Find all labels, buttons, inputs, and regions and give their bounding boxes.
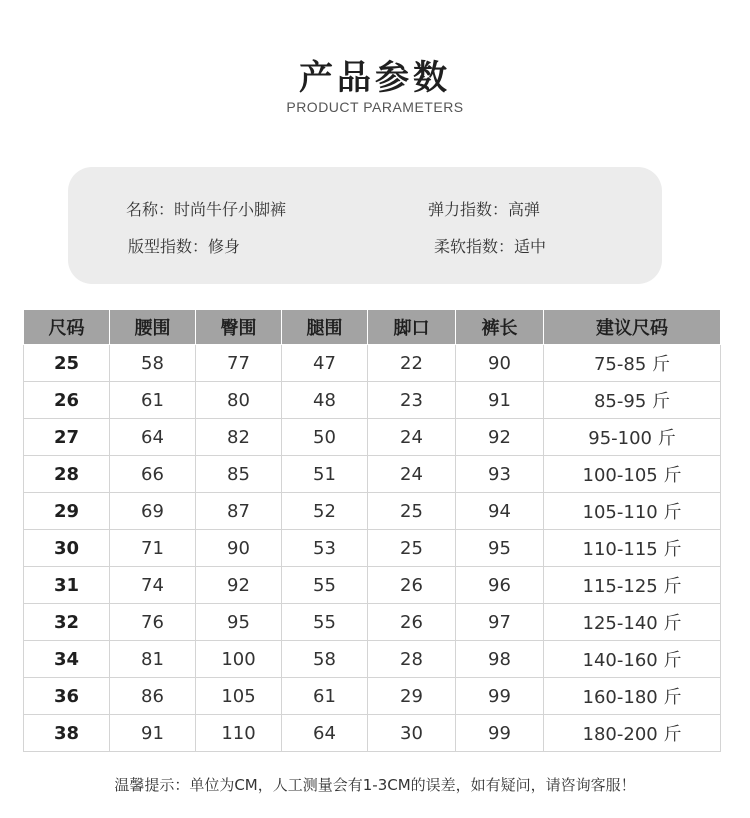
header-hip: 臀围	[196, 310, 282, 345]
cell-waist: 86	[110, 678, 196, 715]
cell-length: 99	[456, 678, 544, 715]
cell-length: 97	[456, 604, 544, 641]
cell-leg-opening: 24	[368, 419, 456, 456]
info-elasticity-label: 弹力指数：	[428, 200, 509, 219]
footer-note: 温馨提示：单位为CM，人工测量会有1-3CM的误差，如有疑问，请咨询客服！	[114, 776, 636, 794]
info-fit	[128, 234, 240, 257]
cell-hip: 95	[196, 604, 282, 641]
cell-waist: 58	[110, 345, 196, 382]
table-row	[24, 530, 721, 567]
cell-recommended: 110-115 斤	[544, 530, 721, 567]
cell-length: 98	[456, 641, 544, 678]
info-elasticity	[428, 197, 540, 220]
table-header-row	[24, 310, 721, 345]
cell-thigh: 51	[282, 456, 368, 493]
cell-hip: 110	[196, 715, 282, 752]
cell-leg-opening: 28	[368, 641, 456, 678]
info-elasticity-value: 高弹	[508, 200, 541, 219]
cell-length: 94	[456, 493, 544, 530]
table-row	[24, 456, 721, 493]
table-row	[24, 493, 721, 530]
cell-waist: 91	[110, 715, 196, 752]
cell-recommended: 125-140 斤	[544, 604, 721, 641]
cell-waist: 61	[110, 382, 196, 419]
cell-recommended: 115-125 斤	[544, 567, 721, 604]
cell-thigh: 52	[282, 493, 368, 530]
cell-hip: 100	[196, 641, 282, 678]
cell-leg-opening: 25	[368, 493, 456, 530]
table-row	[24, 345, 721, 382]
cell-size: 32	[24, 604, 110, 641]
cell-waist: 71	[110, 530, 196, 567]
cell-size: 34	[24, 641, 110, 678]
header-size: 尺码	[24, 310, 110, 345]
header-leg-opening: 脚口	[368, 310, 456, 345]
cell-recommended: 95-100 斤	[544, 419, 721, 456]
cell-waist: 64	[110, 419, 196, 456]
cell-leg-opening: 26	[368, 567, 456, 604]
cell-leg-opening: 26	[368, 604, 456, 641]
cell-thigh: 53	[282, 530, 368, 567]
cell-thigh: 48	[282, 382, 368, 419]
cell-hip: 87	[196, 493, 282, 530]
page-subtitle: PRODUCT PARAMETERS	[286, 99, 464, 115]
cell-length: 92	[456, 419, 544, 456]
cell-hip: 85	[196, 456, 282, 493]
info-fit-value: 修身	[208, 237, 241, 256]
cell-length: 96	[456, 567, 544, 604]
cell-hip: 105	[196, 678, 282, 715]
cell-hip: 80	[196, 382, 282, 419]
size-chart-table	[23, 309, 721, 752]
header-length: 裤长	[456, 310, 544, 345]
cell-recommended: 140-160 斤	[544, 641, 721, 678]
cell-recommended: 85-95 斤	[544, 382, 721, 419]
header-waist: 腰围	[110, 310, 196, 345]
table-row	[24, 604, 721, 641]
header-thigh: 腿围	[282, 310, 368, 345]
table-row	[24, 419, 721, 456]
cell-thigh: 55	[282, 567, 368, 604]
cell-waist: 69	[110, 493, 196, 530]
cell-size: 38	[24, 715, 110, 752]
info-name-value: 时尚牛仔小脚裤	[174, 200, 287, 219]
cell-size: 29	[24, 493, 110, 530]
cell-size: 36	[24, 678, 110, 715]
info-softness-value: 适中	[514, 237, 547, 256]
info-softness-label: 柔软指数：	[434, 237, 515, 256]
cell-hip: 92	[196, 567, 282, 604]
cell-recommended: 75-85 斤	[544, 345, 721, 382]
table-row	[24, 641, 721, 678]
cell-leg-opening: 25	[368, 530, 456, 567]
cell-recommended: 180-200 斤	[544, 715, 721, 752]
table-row	[24, 382, 721, 419]
cell-leg-opening: 22	[368, 345, 456, 382]
table-row	[24, 567, 721, 604]
cell-size: 30	[24, 530, 110, 567]
cell-length: 99	[456, 715, 544, 752]
page-title: 产品参数	[299, 58, 451, 98]
table-row	[24, 678, 721, 715]
cell-leg-opening: 24	[368, 456, 456, 493]
cell-length: 91	[456, 382, 544, 419]
cell-length: 90	[456, 345, 544, 382]
cell-recommended: 100-105 斤	[544, 456, 721, 493]
cell-hip: 82	[196, 419, 282, 456]
info-softness	[434, 234, 546, 257]
cell-waist: 74	[110, 567, 196, 604]
cell-length: 95	[456, 530, 544, 567]
cell-size: 27	[24, 419, 110, 456]
cell-thigh: 50	[282, 419, 368, 456]
cell-thigh: 55	[282, 604, 368, 641]
cell-waist: 81	[110, 641, 196, 678]
cell-thigh: 61	[282, 678, 368, 715]
cell-hip: 90	[196, 530, 282, 567]
cell-length: 93	[456, 456, 544, 493]
cell-thigh: 47	[282, 345, 368, 382]
info-name	[126, 197, 286, 220]
table-row	[24, 715, 721, 752]
cell-waist: 66	[110, 456, 196, 493]
product-info-panel	[68, 167, 662, 284]
cell-thigh: 58	[282, 641, 368, 678]
cell-recommended: 105-110 斤	[544, 493, 721, 530]
cell-size: 28	[24, 456, 110, 493]
cell-leg-opening: 23	[368, 382, 456, 419]
cell-size: 26	[24, 382, 110, 419]
cell-leg-opening: 29	[368, 678, 456, 715]
cell-thigh: 64	[282, 715, 368, 752]
cell-waist: 76	[110, 604, 196, 641]
cell-size: 31	[24, 567, 110, 604]
cell-hip: 77	[196, 345, 282, 382]
cell-leg-opening: 30	[368, 715, 456, 752]
cell-size: 25	[24, 345, 110, 382]
info-fit-label: 版型指数：	[128, 237, 209, 256]
cell-recommended: 160-180 斤	[544, 678, 721, 715]
header-recommended: 建议尺码	[544, 310, 721, 345]
info-name-label: 名称：	[126, 200, 175, 219]
